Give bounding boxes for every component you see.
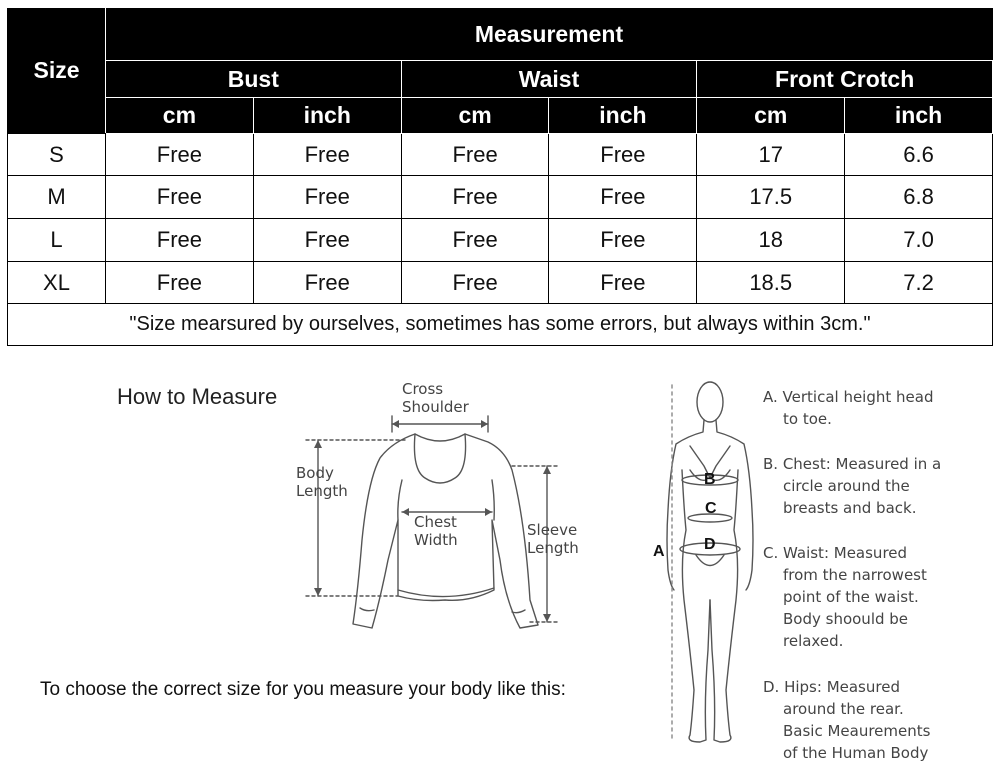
table-cell: Free — [549, 261, 697, 304]
chest-width-label: Chest Width — [414, 513, 458, 549]
table-cell: Free — [106, 261, 254, 304]
waist-header: Waist — [401, 60, 697, 98]
unit-header: inch — [253, 98, 401, 134]
cross-shoulder-label: Cross Shoulder — [402, 380, 469, 416]
measurement-note: "Size mearsured by ourselves, sometimes has some errors, but always within 3cm." — [8, 304, 993, 346]
table-cell: 7.2 — [845, 261, 993, 304]
size-cell: M — [8, 176, 106, 219]
table-cell: 6.6 — [845, 133, 993, 176]
table-cell: 6.8 — [845, 176, 993, 219]
table-cell: Free — [253, 219, 401, 262]
front-crotch-header: Front Crotch — [697, 60, 993, 98]
unit-header: inch — [549, 98, 697, 134]
legend-item-b: B. Chest: Measured in a circle around the breasts and back. — [763, 455, 942, 517]
measurement-header: Measurement — [106, 9, 993, 61]
legend-item-c: C. Waist: Measured from the narrowest point of the waist. Body shoould be relaxed. — [763, 544, 927, 650]
letter-a-label: A — [653, 543, 665, 560]
sleeve-length-label: Sleeve Length — [527, 521, 579, 557]
table-cell: Free — [401, 176, 549, 219]
how-to-measure-title: How to Measure — [117, 384, 278, 409]
table-cell: Free — [253, 133, 401, 176]
table-cell: Free — [401, 261, 549, 304]
letter-b-label: B — [704, 471, 716, 488]
table-cell: 7.0 — [845, 219, 993, 262]
table-cell: Free — [106, 133, 254, 176]
unit-header: cm — [697, 98, 845, 134]
bust-header: Bust — [106, 60, 402, 98]
unit-header: cm — [401, 98, 549, 134]
table-cell: 17 — [697, 133, 845, 176]
table-cell: Free — [106, 219, 254, 262]
legend-item-a: A. Vertical height head to toe. — [763, 388, 934, 428]
table-cell: Free — [253, 176, 401, 219]
table-cell: Free — [549, 176, 697, 219]
letter-c-label: C — [705, 500, 717, 517]
table-cell: 17.5 — [697, 176, 845, 219]
table-cell: Free — [401, 219, 549, 262]
table-cell: Free — [549, 219, 697, 262]
table-cell: Free — [253, 261, 401, 304]
body-drawing — [667, 382, 753, 742]
table-cell: 18 — [697, 219, 845, 262]
size-column-header: Size — [8, 9, 106, 134]
instruction-text: To choose the correct size for you measure your body like this: — [40, 679, 566, 700]
legend-item-d: D. Hips: Measured around the rear. Basic Meaurements of the Human Body — [763, 678, 931, 762]
unit-header: inch — [845, 98, 993, 134]
letter-d-label: D — [704, 536, 716, 553]
table-cell: Free — [106, 176, 254, 219]
table-cell: 18.5 — [697, 261, 845, 304]
size-cell: L — [8, 219, 106, 262]
size-cell: S — [8, 133, 106, 176]
unit-header: cm — [106, 98, 254, 134]
body-length-label: Body Length — [296, 464, 348, 500]
table-cell: Free — [401, 133, 549, 176]
size-cell: XL — [8, 261, 106, 304]
table-cell: Free — [549, 133, 697, 176]
